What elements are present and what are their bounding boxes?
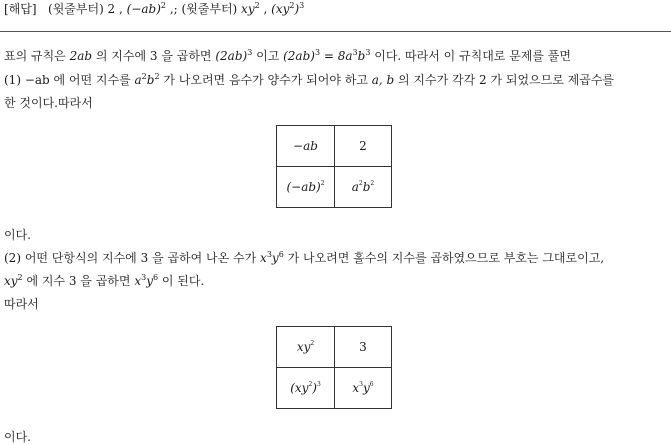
exponent: 2 bbox=[289, 1, 295, 10]
text: 가 나오려면 음수가 양수가 되어야 하고 bbox=[159, 73, 372, 87]
text: 이 된다. bbox=[158, 274, 205, 288]
text: 가 나오려면 홀수의 지수를 곱하였으므로 부호는 그대로이고, bbox=[283, 251, 605, 265]
math-term: 2 bbox=[359, 139, 367, 153]
text: (1) −ab 에 어떤 지수를 bbox=[4, 73, 135, 87]
exponent: 2 bbox=[358, 180, 363, 187]
exponent: 2 bbox=[254, 1, 260, 10]
math-term: (−ab) bbox=[126, 2, 161, 16]
part2-line1 bbox=[4, 251, 604, 265]
divider bbox=[0, 31, 671, 32]
math-term: ) bbox=[312, 381, 317, 395]
exponent: 2 bbox=[308, 381, 313, 388]
math-term: (2ab) bbox=[283, 49, 315, 63]
part2-line3: 따라서 bbox=[4, 297, 39, 311]
exponent: 3 bbox=[365, 48, 371, 57]
table-cell bbox=[335, 126, 392, 167]
math-term: xy bbox=[296, 340, 311, 354]
math-term: (xy bbox=[290, 381, 309, 395]
math-term: y bbox=[363, 381, 370, 395]
math-term: xy bbox=[4, 274, 18, 288]
math-term: x bbox=[134, 274, 142, 288]
answer-text: ,; (윗줄부터) bbox=[166, 2, 242, 16]
exponent: 2 bbox=[320, 180, 325, 187]
part1-line2: 한 것이다.따라서 bbox=[4, 96, 93, 110]
exponent: 3 bbox=[316, 381, 321, 388]
text: 표의 규칙은 bbox=[4, 49, 70, 63]
math-term: b bbox=[357, 49, 366, 63]
math-term: a bbox=[351, 180, 359, 194]
exponent-table-2 bbox=[276, 326, 392, 409]
math-term: x bbox=[260, 251, 267, 265]
exponent: 6 bbox=[278, 250, 284, 259]
answer-header bbox=[4, 2, 304, 16]
exponent: 3 bbox=[314, 48, 321, 57]
table-cell bbox=[335, 167, 392, 208]
table-cell bbox=[277, 368, 335, 409]
exponent: 3 bbox=[352, 48, 358, 57]
table-cell bbox=[335, 327, 392, 368]
exponent: 2 bbox=[154, 72, 160, 81]
exponent: 2 bbox=[17, 273, 23, 282]
conclusion-2: 이다. bbox=[4, 430, 31, 444]
math-term: (−ab) bbox=[286, 180, 321, 194]
math-term: (xy bbox=[271, 2, 290, 16]
exponent: 3 bbox=[247, 48, 253, 57]
exponent: 2 bbox=[370, 180, 375, 187]
math-term: 3 bbox=[359, 340, 367, 354]
exponent: 3 bbox=[359, 381, 363, 388]
table-cell bbox=[277, 327, 335, 368]
answer-label: [해답] bbox=[4, 2, 37, 16]
text: 의 지수에 3 을 곱하면 bbox=[92, 49, 216, 63]
conclusion-1: 이다. bbox=[4, 228, 31, 242]
intro-line bbox=[4, 49, 571, 63]
table-cell bbox=[277, 167, 335, 208]
text: 에 지수 3 을 곱하면 bbox=[22, 274, 135, 288]
math-term: b bbox=[146, 73, 155, 87]
exponent: 3 bbox=[266, 250, 272, 259]
table-cell bbox=[277, 126, 335, 167]
math-term: ) bbox=[294, 2, 300, 16]
math-term: a bbox=[134, 73, 142, 87]
exponent: 3 bbox=[141, 273, 147, 282]
math-term: 2ab bbox=[69, 49, 93, 63]
answer-text: (윗줄부터) 2 , bbox=[48, 2, 127, 16]
text: 이다. 따라서 이 규칙대로 문제를 풀면 bbox=[370, 49, 571, 63]
math-term: b bbox=[362, 180, 371, 194]
text: 의 지수가 각각 2 가 되었으므로 제곱수를 bbox=[394, 73, 615, 87]
exponent: 2 bbox=[310, 340, 315, 347]
text: (2) 어떤 단항식의 지수에 3 을 곱하여 나온 수가 bbox=[4, 251, 261, 265]
math-term: xy bbox=[241, 2, 255, 16]
exponent: 2 bbox=[141, 72, 147, 81]
exponent: 2 bbox=[160, 1, 166, 10]
text: 이고 bbox=[252, 49, 284, 63]
math-term: y bbox=[271, 251, 279, 265]
part1-line1 bbox=[4, 73, 614, 87]
exponent: 3 bbox=[299, 1, 305, 10]
math-term: (2ab) bbox=[215, 49, 248, 63]
exponent: 6 bbox=[152, 273, 159, 282]
exponent: 6 bbox=[369, 381, 374, 388]
math-term: a, b bbox=[371, 73, 395, 87]
math-term: x bbox=[352, 381, 360, 395]
math-term: = 8a bbox=[320, 49, 353, 63]
answer-text: , bbox=[259, 2, 272, 16]
exponent-table-1 bbox=[276, 125, 392, 208]
math-term: y bbox=[146, 274, 153, 288]
part2-line2 bbox=[4, 274, 204, 288]
table-cell bbox=[335, 368, 392, 409]
math-term: −ab bbox=[293, 139, 318, 153]
